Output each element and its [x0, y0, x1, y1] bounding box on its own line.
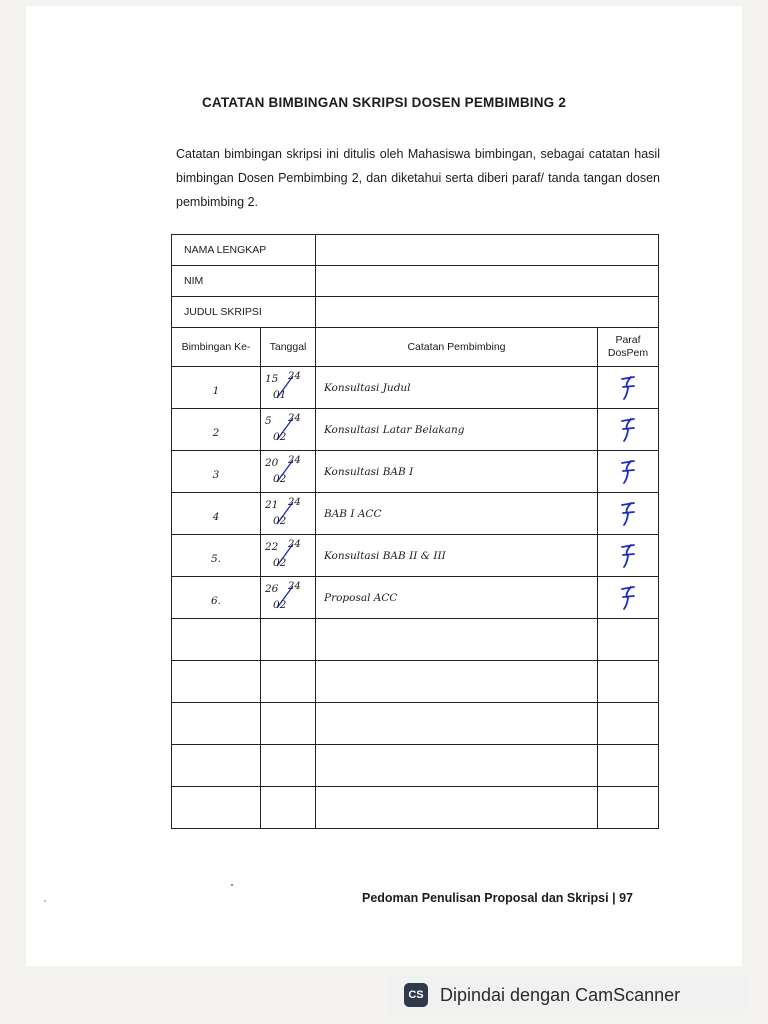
camscanner-logo-icon: CS	[404, 983, 428, 1007]
session-date	[261, 661, 316, 703]
date-year: 24	[288, 539, 301, 550]
name-label: NAMA LENGKAP	[172, 235, 316, 266]
session-number: 1	[172, 367, 261, 409]
paraf-signature-icon	[619, 500, 637, 528]
session-number	[172, 787, 261, 829]
advisor-note	[316, 619, 598, 661]
session-number: 4	[172, 493, 261, 535]
intro-paragraph: Catatan bimbingan skripsi ini ditulis oleh Mahasiswa bimbingan, sebagai catatan hasil bimbingan Dosen Pembimbing 2, dan diketahui serta diberi paraf/ tanda tangan dosen pembimbing 2.	[176, 147, 660, 209]
date-day: 21	[265, 499, 279, 511]
guidance-table	[171, 234, 659, 829]
session-number	[172, 619, 261, 661]
date-day: 22	[265, 541, 279, 553]
paraf-signature-icon	[619, 374, 637, 402]
session-date	[261, 703, 316, 745]
date-year: 24	[288, 455, 301, 466]
table-row	[172, 367, 659, 409]
session-date	[261, 577, 316, 619]
advisor-signature	[598, 493, 659, 535]
paraf-signature-icon	[619, 542, 637, 570]
date-month: 01	[273, 389, 287, 401]
advisor-note: Proposal ACC	[316, 577, 598, 619]
date-day: 20	[265, 457, 279, 469]
date-day: 5	[265, 415, 272, 427]
advisor-note: Konsultasi BAB II & III	[316, 535, 598, 577]
advisor-signature	[598, 703, 659, 745]
paraf-signature-icon	[619, 458, 637, 486]
table-row	[172, 745, 659, 787]
thesis-title-label: JUDUL SKRIPSI	[172, 297, 316, 328]
session-date	[261, 367, 316, 409]
table-row	[172, 661, 659, 703]
session-number	[172, 745, 261, 787]
name-row	[172, 235, 659, 266]
advisor-note	[316, 661, 598, 703]
session-date	[261, 493, 316, 535]
date-day: 15	[265, 373, 279, 385]
date-month: 02	[273, 599, 287, 611]
date-year: 24	[288, 371, 301, 382]
date-day: 26	[265, 583, 279, 595]
footer-text: Pedoman Penulisan Proposal dan Skripsi	[362, 891, 609, 905]
nim-label: NIM	[172, 266, 316, 297]
session-date	[261, 787, 316, 829]
name-value	[316, 235, 659, 266]
column-header-notes: Catatan Pembimbing	[316, 328, 598, 367]
date-month: 02	[273, 515, 287, 527]
footer-separator: |	[612, 891, 616, 905]
column-header-sign-line2: DosPem	[607, 347, 649, 359]
advisor-note: Konsultasi Judul	[316, 367, 598, 409]
advisor-signature	[598, 745, 659, 787]
session-date	[261, 745, 316, 787]
nim-row	[172, 266, 659, 297]
table-row	[172, 493, 659, 535]
paraf-signature-icon	[619, 584, 637, 612]
date-year: 24	[288, 413, 301, 424]
advisor-signature	[598, 787, 659, 829]
table-row	[172, 535, 659, 577]
scan-speck	[231, 884, 233, 886]
advisor-signature	[598, 661, 659, 703]
advisor-signature	[598, 535, 659, 577]
column-header-date: Tanggal	[261, 328, 316, 367]
page-number: 97	[619, 891, 633, 905]
advisor-signature	[598, 577, 659, 619]
thesis-title-value	[316, 297, 659, 328]
session-date	[261, 451, 316, 493]
scan-speck	[44, 900, 46, 902]
session-number: 5.	[172, 535, 261, 577]
advisor-signature	[598, 619, 659, 661]
session-number: 2	[172, 409, 261, 451]
advisor-note: Konsultasi BAB I	[316, 451, 598, 493]
paraf-signature-icon	[619, 416, 637, 444]
camscanner-watermark	[386, 975, 746, 1015]
table-row	[172, 703, 659, 745]
session-number: 6.	[172, 577, 261, 619]
column-header-row	[172, 328, 659, 367]
advisor-note: Konsultasi Latar Belakang	[316, 409, 598, 451]
advisor-note: BAB I ACC	[316, 493, 598, 535]
advisor-signature	[598, 451, 659, 493]
date-month: 02	[273, 431, 287, 443]
table-row	[172, 451, 659, 493]
column-header-session: Bimbingan Ke-	[172, 328, 261, 367]
date-month: 02	[273, 557, 287, 569]
session-date	[261, 409, 316, 451]
session-number	[172, 661, 261, 703]
advisor-note	[316, 703, 598, 745]
watermark-text: Dipindai dengan CamScanner	[440, 984, 681, 1005]
advisor-note	[316, 787, 598, 829]
document-title: CATATAN BIMBINGAN SKRIPSI DOSEN PEMBIMBING 2	[201, 95, 567, 110]
advisor-signature	[598, 409, 659, 451]
column-header-sign-line1: Paraf	[615, 334, 641, 346]
session-number	[172, 703, 261, 745]
nim-value	[316, 266, 659, 297]
session-date	[261, 619, 316, 661]
table-row	[172, 409, 659, 451]
advisor-signature	[598, 367, 659, 409]
date-year: 24	[288, 497, 301, 508]
session-number: 3	[172, 451, 261, 493]
session-date	[261, 535, 316, 577]
table-row	[172, 577, 659, 619]
table-row	[172, 619, 659, 661]
column-header-sign	[598, 328, 659, 367]
date-year: 24	[288, 581, 301, 592]
thesis-title-row	[172, 297, 659, 328]
page-footer	[362, 891, 633, 905]
advisor-note	[316, 745, 598, 787]
table-row	[172, 787, 659, 829]
date-month: 02	[273, 473, 287, 485]
